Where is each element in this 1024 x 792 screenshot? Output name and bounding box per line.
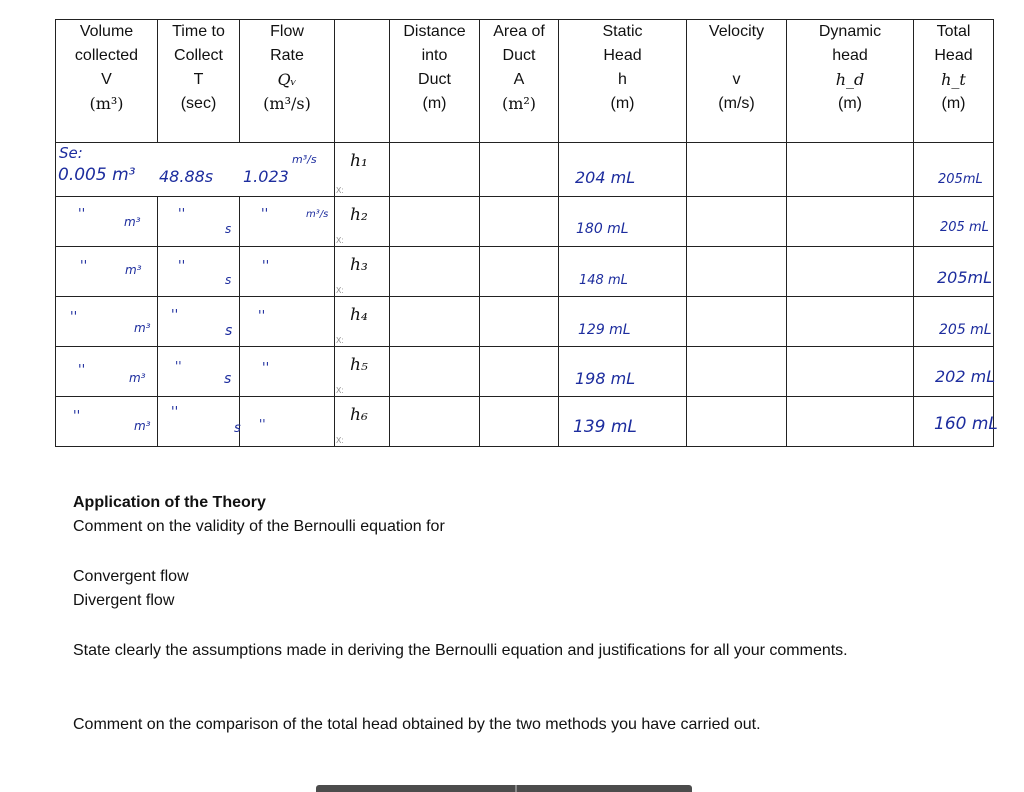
total-head-cell: 202 mL [914,347,994,397]
static-head-cell: 139 mL [559,397,687,447]
area-cell [480,297,559,347]
volume-cell: '' m³ [56,347,158,397]
velocity-cell [687,143,787,197]
total-head-cell: 205 mL [914,297,994,347]
dynamic-head-cell [787,347,914,397]
flow-value: 1.023 [243,167,289,186]
comparison-prompt: Comment on the comparison of the total head obtained by the two methods you have carried out. [73,716,761,733]
velocity-cell [687,197,787,247]
header-dynamic-head: Dynamic head h_d (m) [787,20,914,143]
static-head-cell: 204 mL [559,143,687,197]
distance-cell [390,397,480,447]
distance-cell [390,247,480,297]
volume-cell: '' m³ [56,197,158,247]
head-label-cell: h₃ X: [335,247,390,297]
static-head-cell: 129 mL [559,297,687,347]
area-cell [480,397,559,447]
time-cell: '' s [158,397,240,447]
table-row [56,143,994,197]
distance-cell [390,347,480,397]
total-head-cell: 205mL [914,247,994,297]
header-static-head: Static Head h (m) [559,20,687,143]
flow-cell: '' [240,297,335,347]
table-row [56,347,994,397]
flow-cells [56,143,335,197]
validity-prompt: Comment on the validity of the Bernoulli equation for [73,518,445,535]
dynamic-head-cell [787,143,914,197]
header-total-head: Total Head h_t (m) [914,20,994,143]
flow-type-convergent: Convergent flow [73,568,189,585]
dynamic-head-cell [787,297,914,347]
dynamic-head-cell [787,397,914,447]
time-value: 48.88s [159,167,214,186]
dynamic-head-cell [787,197,914,247]
assumptions-prompt: State clearly the assumptions made in deriving the Bernoulli equation and justifications for all your comments. [73,642,848,659]
table-row [56,197,994,247]
flow-cell: '' [240,397,335,447]
flow-unit: m³/s [292,153,317,166]
velocity-cell [687,347,787,397]
distance-cell [390,297,480,347]
dynamic-head-cell [787,247,914,297]
application-heading: Application of the Theory [73,494,266,511]
head-label-cell: h₄ X: [335,297,390,347]
static-head-cell: 148 mL [559,247,687,297]
head-label-cell: h₂ X: [335,197,390,247]
total-head-cell: 160 mL [914,397,994,447]
volume-cell: '' m³ [56,297,158,347]
header-row [56,20,994,143]
flow-cell: '' [240,247,335,297]
total-head-cell: 205 mL [914,197,994,247]
total-head-cell: 205mL [914,143,994,197]
area-cell [480,197,559,247]
static-head-cell: 198 mL [559,347,687,397]
velocity-cell [687,247,787,297]
se-note: Se: [59,144,83,162]
volume-cell: '' m³ [56,247,158,297]
volume-cell: '' m³ [56,397,158,447]
table-row [56,297,994,347]
head-label-cell: h₆ X: [335,397,390,447]
time-cell: '' s [158,297,240,347]
area-cell [480,247,559,297]
volume-value: 0.005 m³ [58,165,136,185]
results-table [55,19,998,447]
header-flow-rate: Flow Rate Qᵥ (m³/s) [240,20,335,143]
flow-type-divergent: Divergent flow [73,592,175,609]
table-row [56,247,994,297]
header-velocity: Velocity v (m/s) [687,20,787,143]
table-row [56,397,994,447]
time-cell: '' s [158,197,240,247]
header-volume: Volume collected V (m³) [56,20,158,143]
head-label-cell: h₅ X: [335,347,390,397]
velocity-cell [687,397,787,447]
distance-cell [390,143,480,197]
header-time: Time to Collect T (sec) [158,20,240,143]
head-label-cell: h₁ X: [335,143,390,197]
bottom-toolbar[interactable] [316,785,692,792]
time-cell: '' s [158,347,240,397]
header-distance: Distance into Duct (m) [390,20,480,143]
header-blank [335,20,390,143]
area-cell [480,347,559,397]
static-head-cell: 180 mL [559,197,687,247]
time-cell: '' s [158,247,240,297]
velocity-cell [687,297,787,347]
distance-cell [390,197,480,247]
flow-cell: '' m³/s [240,197,335,247]
flow-cell: '' [240,347,335,397]
area-cell [480,143,559,197]
header-area: Area of Duct A (m²) [480,20,559,143]
toolbar-divider [515,785,517,792]
